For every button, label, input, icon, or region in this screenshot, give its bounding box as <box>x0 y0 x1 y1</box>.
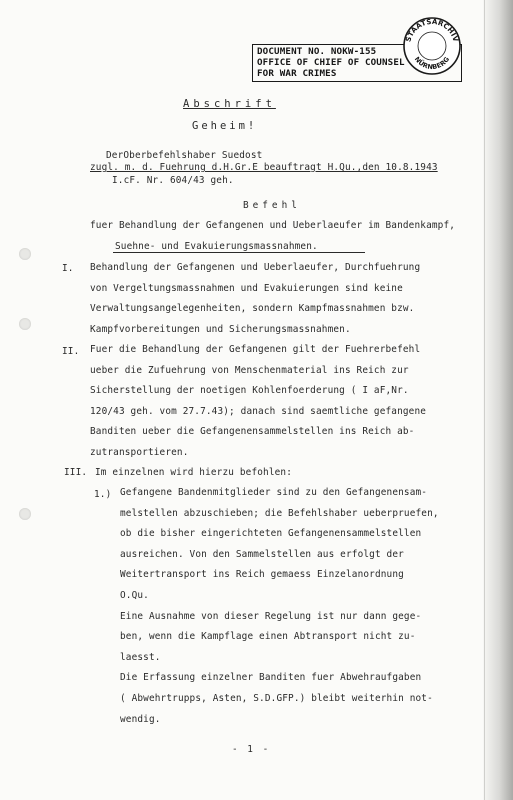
text-line: ben, wenn die Kampflage einen Abtransport nicht zu- <box>120 631 416 643</box>
text-line: Fuer die Behandlung der Gefangenen gilt der Fuehrerbefehl <box>90 344 421 355</box>
text-line: zutransportieren. <box>90 446 189 458</box>
text-line: Verwaltungsangelegenheiten, sondern Kampfmassnahmen bzw. <box>90 303 415 315</box>
section-2-text <box>90 340 426 464</box>
text-line: Sicherstellung der noetigen Kohlenfoerderung ( I aF,Nr. <box>90 385 409 397</box>
befehl-title: Befehl <box>243 200 301 211</box>
text-line: Banditen ueber die Gefangenensammelstellen ins Reich ab- <box>90 426 415 438</box>
punch-hole <box>19 318 31 330</box>
text-line: von Vergeltungsmassnahmen und Evakuierungen sind keine <box>90 282 403 294</box>
text-line: ( Abwehrtrupps, Asten, S.D.GFP.) bleibt weiterhin not- <box>120 692 433 704</box>
text-line: ob die bisher eingerichteten Gefangenensammelstellen <box>120 528 422 540</box>
text-line: ueber die Zufuehrung von Menschenmaterial ins Reich zur <box>90 364 409 376</box>
stamp-line-2: OFFICE OF CHIEF OF COUNSEL <box>257 57 405 68</box>
stamp-line-3: FOR WAR CRIMES <box>257 68 337 79</box>
text-line: wendig. <box>120 713 161 725</box>
section-3-intro: Im einzelnen wird hierzu befohlen: <box>95 467 293 478</box>
abschrift-heading: Abschrift <box>183 98 276 110</box>
seal-text-top: STAATSARCHIV <box>404 17 460 43</box>
sender-line: DerOberbefehlshaber Suedost <box>106 150 263 161</box>
text-line: Die Erfassung einzelner Banditen fuer Abwehraufgaben <box>120 672 422 684</box>
text-line: Eine Ausnahme von dieser Regelung ist nur dann gege- <box>120 610 422 622</box>
text-line: O.Qu. <box>120 589 149 601</box>
section-number: II. <box>62 346 80 357</box>
subject-line-1: fuer Behandlung der Gefangenen und Ueberlaeufer im Bandenkampf, <box>90 220 456 231</box>
header-line-2 <box>90 162 438 173</box>
section-number: III. <box>64 467 88 478</box>
page-edge-shadow <box>483 0 513 800</box>
page-number: - 1 - <box>232 744 271 755</box>
section-1-text <box>90 258 420 340</box>
staatsarchiv-seal <box>402 16 462 76</box>
subsection-1-text <box>120 483 439 730</box>
text-line: 120/43 geh. vom 27.7.43); danach sind saemtliche gefangene <box>90 405 427 417</box>
text-line: laesst. <box>120 651 161 663</box>
text-line: ausreichen. Von den Sammelstellen aus erfolgt der <box>120 548 404 560</box>
subject-line-2: Suehne- und Evakuierungsmassnahmen. <box>115 241 318 252</box>
text-line: Behandlung der Gefangenen und Ueberlaeufer, Durchfuehrung <box>90 262 421 273</box>
punch-hole <box>19 508 31 520</box>
section-number: I. <box>62 263 74 274</box>
geheim-heading: Geheim! <box>192 120 258 132</box>
text-line: Kampfvorbereitungen und Sicherungsmassnahmen. <box>90 323 351 335</box>
text-line: Gefangene Bandenmitglieder sind zu den Gefangenensam- <box>120 487 428 498</box>
reference-line: I.cF. Nr. 604/43 geh. <box>112 175 234 186</box>
subject-underline <box>113 252 365 253</box>
seal-text-bottom: NÜRNBERG <box>412 55 452 72</box>
page-edge-line <box>484 0 485 800</box>
stamp-line-1: DOCUMENT NO. NOKW-155 <box>257 46 377 57</box>
punch-hole <box>19 248 31 260</box>
header-line-2-text: zugl. m. d. Fuehrung d.H.Gr.E beauftragt H.Qu.,den 10.8.1943 <box>90 162 438 173</box>
text-line: melstellen abzuschieben; die Befehlshaber ueberpruefen, <box>120 507 439 519</box>
text-line: Weitertransport ins Reich gemaess Einzelanordnung <box>120 569 404 581</box>
subsection-number: 1.) <box>94 489 112 500</box>
